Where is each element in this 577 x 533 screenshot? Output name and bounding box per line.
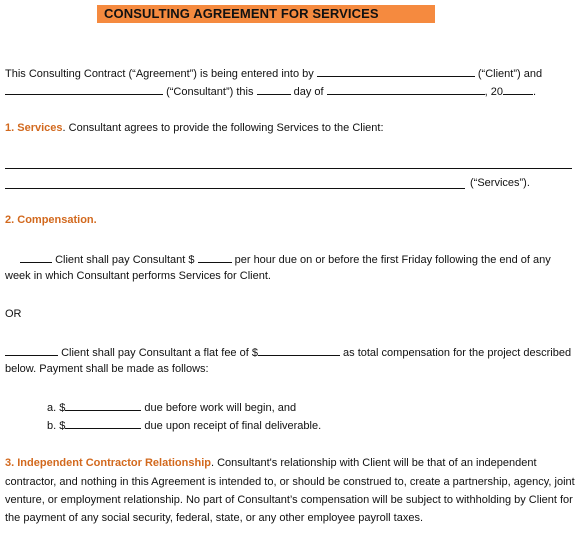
intro-text-2d: .	[533, 86, 537, 98]
compensation-heading: Compensation.	[17, 214, 97, 226]
contractor-line-1	[5, 456, 537, 470]
contractor-line-3: venture, or employment relationship. No part of Consultant’s compensation will be subject to withholding by Client for	[5, 494, 573, 506]
services-tail: (“Services”).	[470, 177, 530, 189]
intro-text-2b: day of	[293, 86, 324, 98]
month-blank[interactable]	[327, 83, 485, 95]
flat-fee-text-a: Client shall pay Consultant a flat fee of $	[61, 347, 258, 359]
flat-fee-line-2: below. Payment shall be made as follows:	[5, 363, 209, 375]
flat-fee-line-1	[5, 344, 571, 360]
payment-a-text: due before work will begin, and	[144, 402, 297, 414]
contractor-heading: Independent Contractor Relationship	[17, 457, 211, 469]
services-text: . Consultant agrees to provide the following Services to the Client:	[62, 122, 384, 134]
intro-text-2c: , 20	[484, 86, 503, 98]
consultant-name-blank[interactable]	[5, 83, 163, 95]
hourly-text-b: per hour due on or before the first Friday following the end of any	[234, 254, 551, 266]
contractor-text-1: . Consultant's relationship with Client will be that of an independent	[210, 457, 537, 469]
payment-item-b	[47, 417, 321, 433]
day-blank[interactable]	[257, 83, 291, 95]
intro-line-2	[5, 83, 536, 99]
flat-fee-text-b: as total compensation for the project described	[343, 347, 572, 359]
contractor-line-2: contractor, and nothing in this Agreement is intended to, or should be construed to, create a partnership, agency, joint	[5, 476, 575, 488]
hourly-client-blank[interactable]	[20, 251, 52, 263]
contractor-line-4: the payment of any social security, federal, state, or any other employee payroll taxes.	[5, 512, 424, 524]
services-blank-line-2[interactable]	[5, 188, 465, 189]
flat-fee-client-blank[interactable]	[5, 344, 58, 356]
services-heading: Services	[17, 122, 63, 134]
flat-fee-amount-blank[interactable]	[258, 344, 340, 356]
payment-b-text: due upon receipt of final deliverable.	[144, 420, 322, 432]
intro-text-1a: This Consulting Contract (“Agreement”) is being entered into by	[5, 68, 314, 80]
services-line	[5, 121, 384, 135]
payment-a-label: a. $	[47, 402, 66, 414]
payment-b-label: b. $	[47, 420, 66, 432]
hourly-line-1	[20, 251, 551, 267]
compensation-heading-line	[5, 213, 97, 227]
payment-a-blank[interactable]	[65, 399, 141, 411]
services-blank-line-1[interactable]	[5, 168, 572, 169]
year-blank[interactable]	[503, 83, 533, 95]
intro-text-1b: (“Client”) and	[477, 68, 543, 80]
hourly-line-2: week in which Consultant performs Services for Client.	[5, 270, 271, 282]
or-label: OR	[5, 308, 22, 320]
hourly-rate-blank[interactable]	[198, 251, 232, 263]
contractor-number: 3.	[5, 457, 15, 469]
intro-line-1	[5, 65, 542, 81]
client-name-blank[interactable]	[317, 65, 475, 77]
hourly-text-a: Client shall pay Consultant $	[55, 254, 195, 266]
services-number: 1.	[5, 122, 15, 134]
payment-b-blank[interactable]	[65, 417, 141, 429]
compensation-number: 2.	[5, 214, 15, 226]
intro-text-2a: (“Consultant”) this	[166, 86, 254, 98]
document-title: CONSULTING AGREEMENT FOR SERVICES	[104, 6, 379, 21]
payment-item-a	[47, 399, 296, 415]
